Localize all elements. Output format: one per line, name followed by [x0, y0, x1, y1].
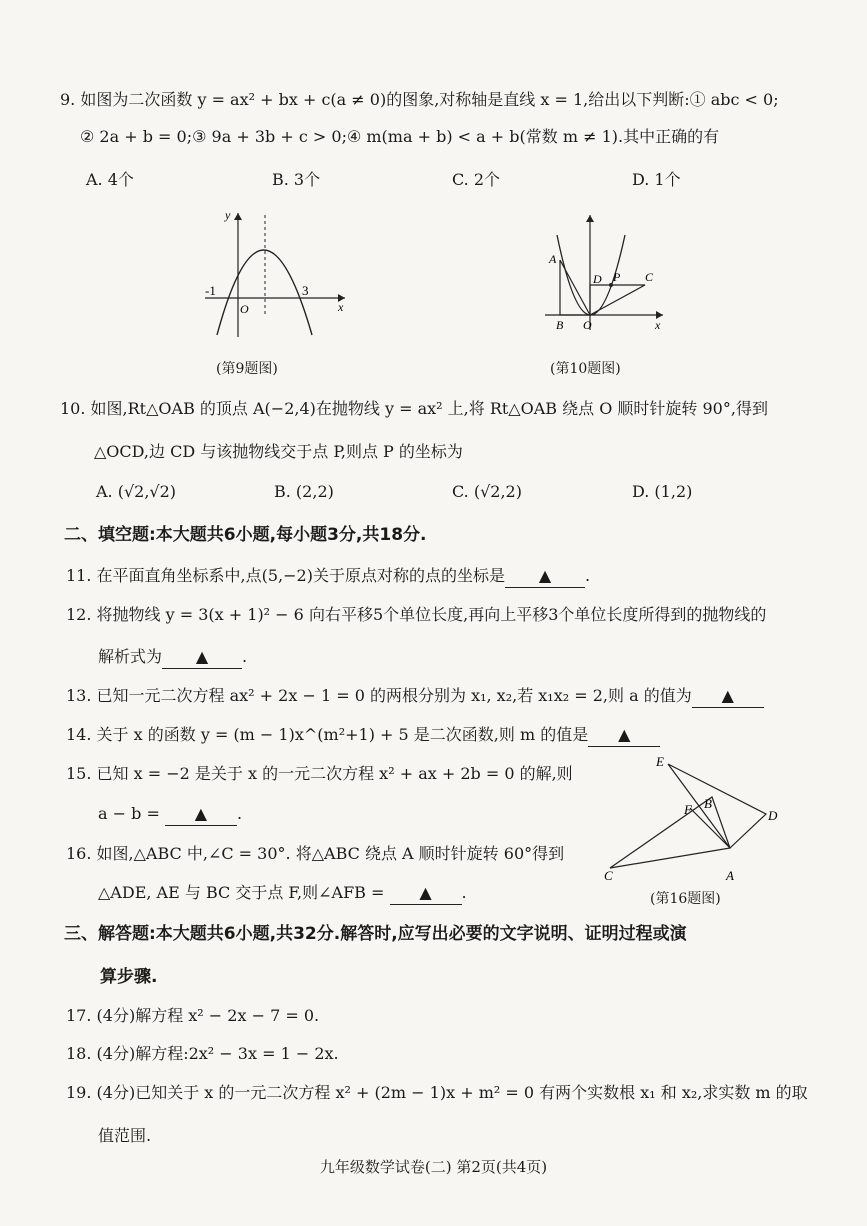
blank-mark-icon: ▲	[419, 883, 432, 902]
q15-answer-blank	[165, 803, 237, 826]
q14-text	[66, 724, 660, 747]
q12-line2	[98, 646, 247, 669]
q15-stem: a − b =	[98, 804, 160, 823]
q14-stem: 14. 关于 x 的函数 y = (m − 1)x^(m²+1) + 5 是二次函数,则 m 的值是	[66, 725, 589, 744]
q19-line2: 值范围.	[98, 1126, 152, 1145]
q12-end: .	[242, 647, 248, 666]
section3-heading-line1: 三、解答题:本大题共6小题,共32分.解答时,应写出必要的文字说明、证明过程或演	[64, 924, 687, 944]
q10-option-a: A. (√2,√2)	[96, 482, 177, 501]
fig9-caption: (第9题图)	[216, 361, 278, 377]
q17-text: 17. (4分)解方程 x² − 2x − 7 = 0.	[66, 1006, 320, 1025]
q16-line2	[98, 882, 467, 905]
fig10-p-label: P	[613, 270, 621, 284]
fig10-d-label: D	[593, 272, 602, 286]
fig10-c-label: C	[645, 270, 654, 284]
q9-option-c: C. 2个	[452, 170, 501, 189]
fig10-a-label: A	[549, 252, 557, 266]
page-footer: 九年级数学试卷(二) 第2页(共4页)	[319, 1158, 548, 1176]
q16-line1: 16. 如图,△ABC 中,∠C = 30°. 将△ABC 绕点 A 顺时针旋转 60°得到	[66, 844, 565, 863]
q9-option-d: D. 1个	[632, 170, 681, 189]
fig16-b-label: B	[704, 796, 712, 811]
section2-heading: 二、填空题:本大题共6小题,每小题3分,共18分.	[64, 525, 427, 545]
figure-16-triangles	[598, 752, 788, 882]
q10-option-b: B. (2,2)	[274, 482, 334, 501]
q18-text: 18. (4分)解方程:2x² − 3x = 1 − 2x.	[66, 1044, 339, 1063]
q10-option-c: C. (√2,2)	[452, 482, 522, 501]
q9-option-b: B. 3个	[272, 170, 321, 189]
fig10-o-label: O	[583, 318, 592, 332]
blank-mark-icon: ▲	[195, 647, 209, 666]
blank-mark-icon: ▲	[618, 725, 631, 744]
fig10-caption: (第10题图)	[550, 361, 621, 377]
q13-stem: 13. 已知一元二次方程 ax² + 2x − 1 = 0 的两根分别为 x₁, x₂,若 x₁x₂ = 2,则 a 的值为	[66, 686, 692, 705]
q12-line1: 12. 将抛物线 y = 3(x + 1)² − 6 向右平移5个单位长度,再向上平移3个单位长度所得到的抛物线的	[66, 605, 767, 624]
q15-end: .	[236, 804, 243, 823]
fig9-minus-one-label: -1	[205, 283, 216, 298]
q11-stem: 11. 在平面直角坐标系中,点(5,−2)关于原点对称的点的坐标是	[66, 566, 505, 585]
figure-10-rotation	[535, 205, 675, 335]
q13-text	[66, 685, 764, 708]
q10-line1: 10. 如图,Rt△OAB 的顶点 A(−2,4)在抛物线 y = ax² 上,将 Rt△OAB 绕点 O 顺时针旋转 90°,得到	[60, 399, 768, 418]
fig16-caption: (第16题图)	[650, 891, 721, 907]
q15-line1: 15. 已知 x = −2 是关于 x 的一元二次方程 x² + ax + 2b = 0 的解,则	[66, 764, 573, 783]
q10-line2: △OCD,边 CD 与该抛物线交于点 P,则点 P 的坐标为	[94, 442, 463, 461]
blank-mark-icon: ▲	[194, 804, 208, 823]
section3-heading-line2: 算步骤.	[100, 967, 158, 987]
blank-mark-icon: ▲	[721, 686, 734, 705]
fig9-x-label: x	[338, 300, 344, 314]
q16-stem: △ADE, AE 与 BC 交于点 F,则∠AFB =	[98, 883, 385, 902]
q16-answer-blank	[390, 882, 462, 905]
blank-mark-icon: ▲	[538, 566, 552, 585]
q15-line2	[98, 803, 242, 826]
q11-answer-blank	[505, 565, 585, 588]
q14-answer-blank	[588, 724, 660, 747]
q9-line1: 9. 如图为二次函数 y = ax² + bx + c(a ≠ 0)的图象,对称轴是直线 x = 1,给出以下判断:① abc < 0;	[60, 90, 779, 109]
fig16-e-label: E	[656, 754, 664, 769]
q12-answer-blank	[162, 646, 242, 669]
fig16-a-label: A	[726, 868, 734, 882]
q13-answer-blank	[692, 685, 764, 708]
q11-text	[66, 565, 590, 588]
q10-option-d: D. (1,2)	[632, 482, 693, 501]
q9-line2: ② 2a + b = 0;③ 9a + 3b + c > 0;④ m(ma + b) < a + b(常数 m ≠ 1).其中正确的有	[80, 127, 720, 146]
q16-end: .	[461, 883, 467, 902]
fig9-three-label: 3	[302, 283, 309, 298]
fig10-b-label: B	[556, 318, 564, 332]
q12-stem: 解析式为	[98, 647, 163, 666]
fig9-origin-label: O	[240, 302, 249, 316]
q9-option-a: A. 4个	[86, 170, 134, 189]
fig16-d-label: D	[768, 808, 778, 823]
fig9-y-label: y	[225, 208, 231, 222]
fig10-x-label: x	[655, 318, 661, 332]
fig16-c-label: C	[604, 868, 613, 882]
q11-end: .	[584, 566, 591, 585]
q19-line1: 19. (4分)已知关于 x 的一元二次方程 x² + (2m − 1)x + m² = 0 有两个实数根 x₁ 和 x₂,求实数 m 的取	[66, 1083, 808, 1102]
figure-9-parabola	[195, 205, 355, 345]
fig16-f-label: F	[684, 802, 692, 817]
